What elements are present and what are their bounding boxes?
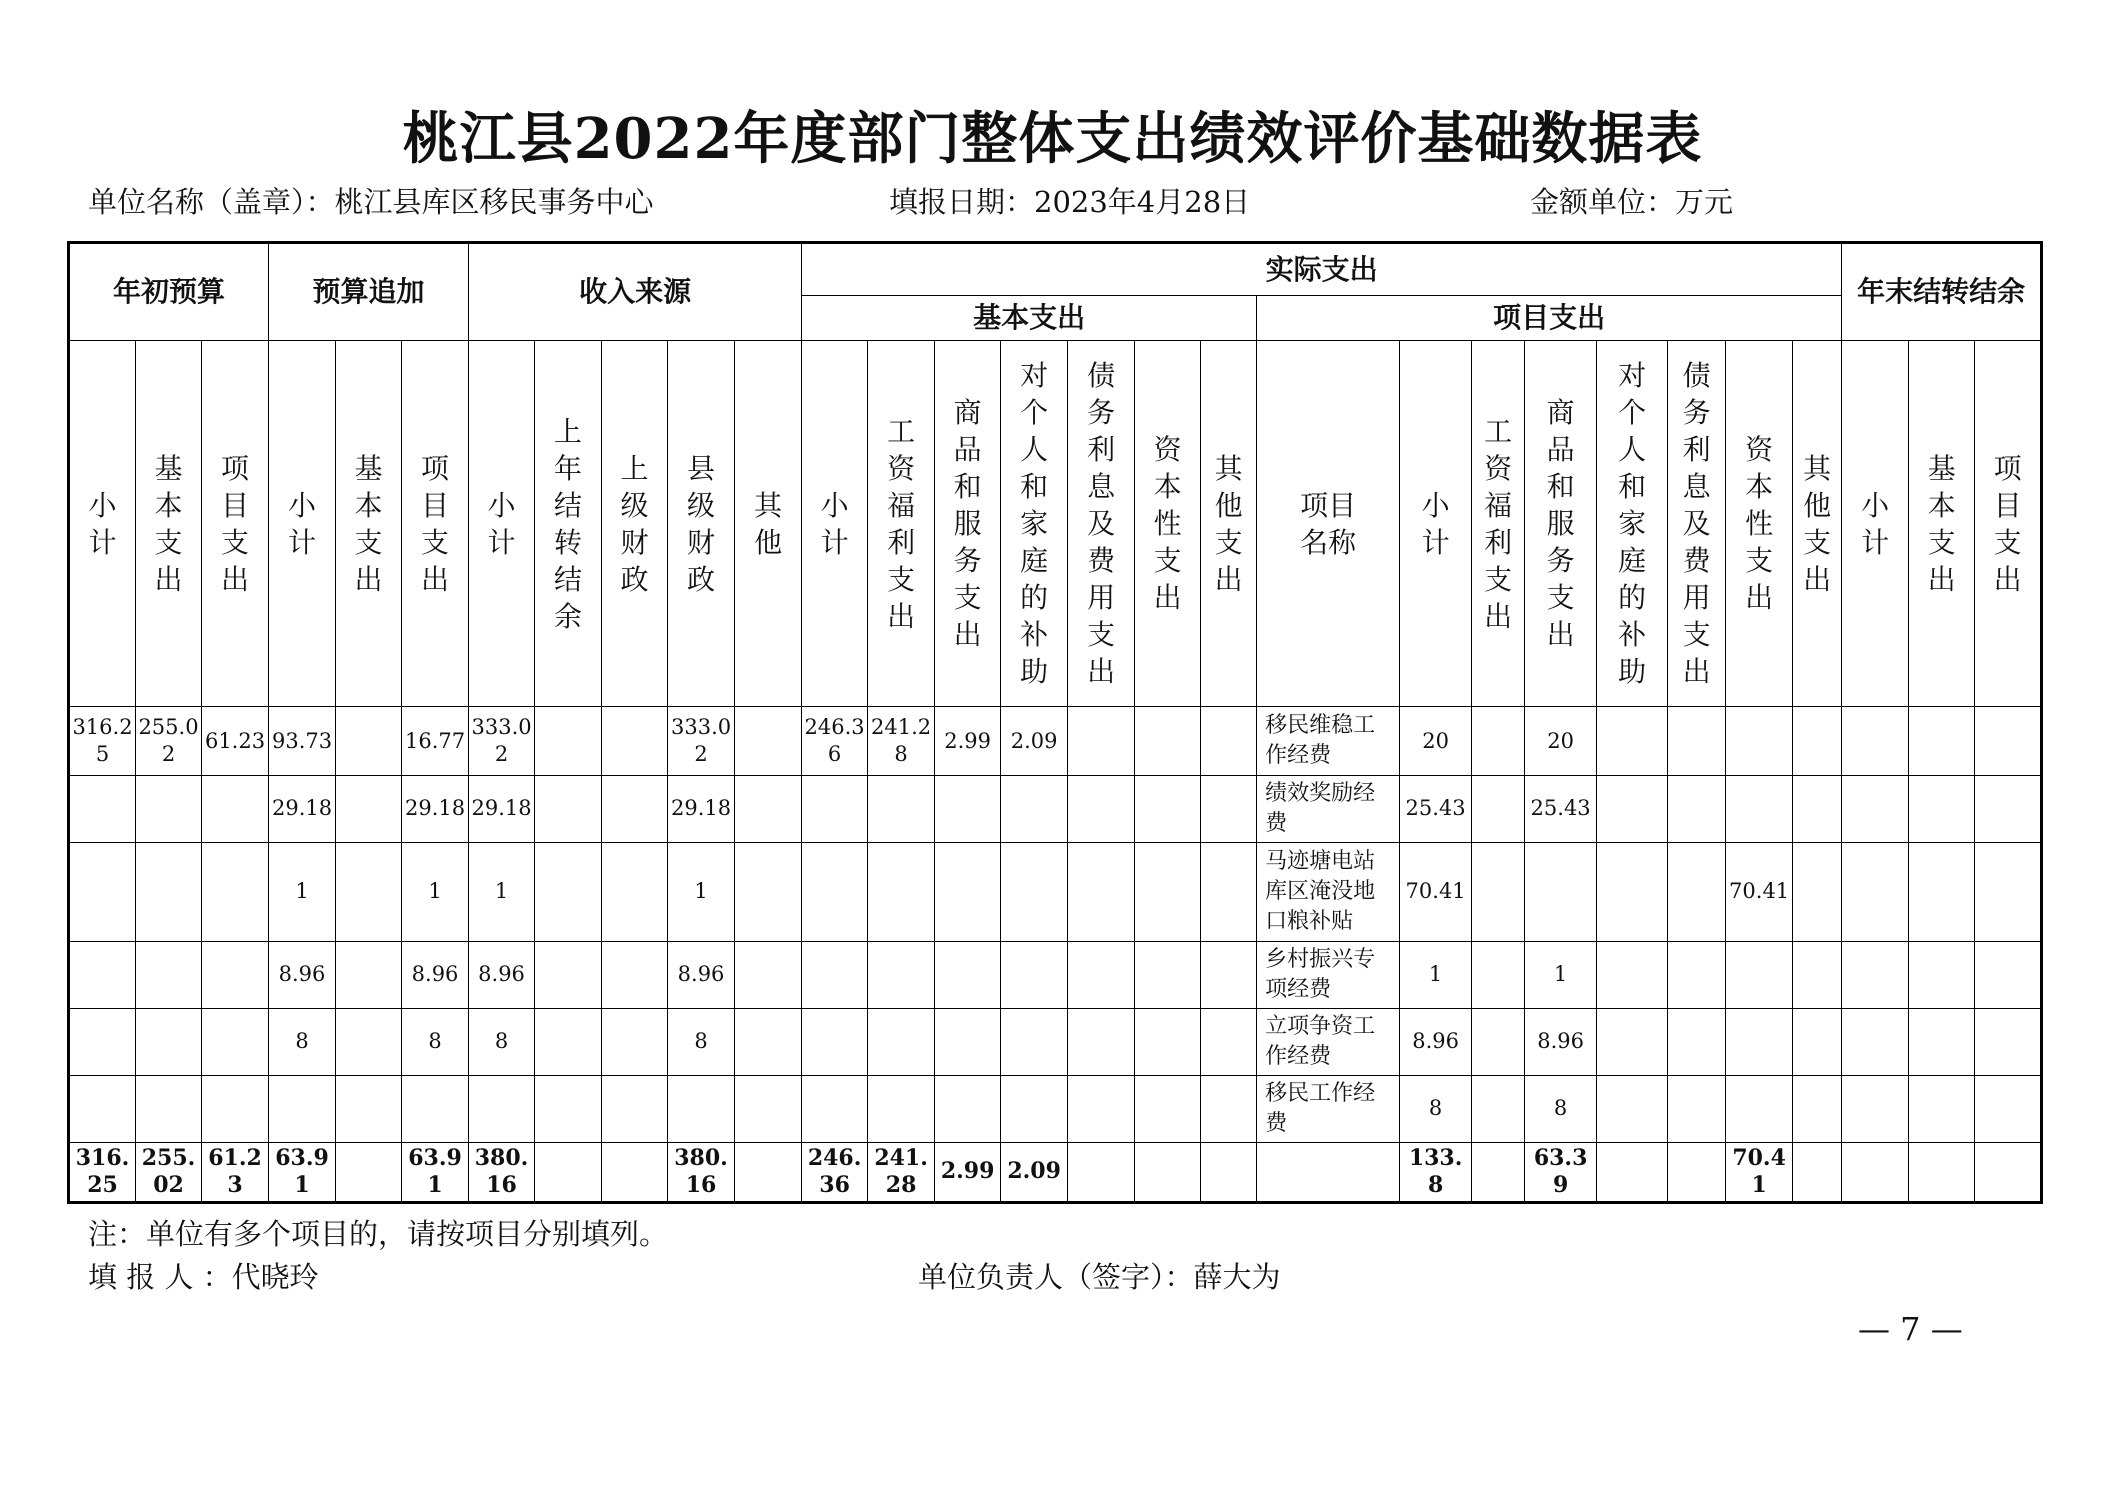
total-cell	[1975, 1142, 2042, 1202]
table-cell	[735, 1075, 802, 1142]
table-cell	[1909, 941, 1975, 1008]
table-cell	[1068, 707, 1135, 775]
total-cell: 133.8	[1400, 1142, 1472, 1202]
col-basic-wages: 工资福利支出	[868, 341, 935, 707]
col-prev-balance: 上年结转结余	[535, 341, 602, 707]
table-cell	[1668, 941, 1726, 1008]
table-cell	[136, 842, 202, 941]
table-cell	[935, 1075, 1001, 1142]
table-cell	[1793, 941, 1842, 1008]
table-cell: 20	[1525, 707, 1597, 775]
total-cell	[1668, 1142, 1726, 1202]
table-cell	[1726, 1075, 1793, 1142]
table-cell	[136, 1075, 202, 1142]
table-cell	[535, 842, 602, 941]
table-cell: 70.41	[1726, 842, 1793, 941]
total-cell: 63.39	[1525, 1142, 1597, 1202]
table-cell	[69, 1075, 136, 1142]
col-basic-subsidy: 对个人和家庭的补助	[1001, 341, 1068, 707]
header-year-end-balance: 年末结转结余	[1842, 243, 2042, 341]
header-income-source: 收入来源	[469, 243, 802, 341]
project-name-cell: 移民工作经费	[1257, 1075, 1400, 1142]
total-cell	[602, 1142, 668, 1202]
table-cell	[202, 775, 269, 842]
table-cell	[269, 1075, 336, 1142]
col-added-basic: 基本支出	[336, 341, 402, 707]
table-cell	[602, 1075, 668, 1142]
total-cell	[535, 1142, 602, 1202]
table-cell	[535, 1008, 602, 1075]
table-cell	[1842, 1075, 1909, 1142]
table-cell	[402, 1075, 469, 1142]
table-cell	[1842, 941, 1909, 1008]
col-added-project: 项目支出	[402, 341, 469, 707]
table-cell	[1201, 707, 1257, 775]
table-cell: 8.96	[469, 941, 535, 1008]
total-cell: 246.36	[802, 1142, 868, 1202]
data-table	[67, 241, 2043, 1204]
table-cell	[1668, 842, 1726, 941]
col-project-subsidy: 对个人和家庭的补助	[1597, 341, 1668, 707]
table-cell: 8	[668, 1008, 735, 1075]
total-cell	[1472, 1142, 1525, 1202]
col-county-finance: 县级财政	[668, 341, 735, 707]
table-cell: 1	[269, 842, 336, 941]
table-cell	[1472, 775, 1525, 842]
table-cell: 2.99	[935, 707, 1001, 775]
table-cell	[1909, 775, 1975, 842]
table-cell	[802, 775, 868, 842]
table-cell	[1975, 1008, 2042, 1075]
table-cell	[1726, 1008, 1793, 1075]
table-cell: 1	[402, 842, 469, 941]
table-cell	[602, 842, 668, 941]
table-cell: 93.73	[269, 707, 336, 775]
table-cell	[1135, 1075, 1201, 1142]
table-cell	[1842, 1008, 1909, 1075]
table-cell: 8.96	[269, 941, 336, 1008]
page-number: — 7 —	[1858, 1310, 1963, 1348]
project-name-cell: 马迹塘电站库区淹没地口粮补贴	[1257, 842, 1400, 941]
table-cell	[202, 1075, 269, 1142]
table-cell	[1525, 842, 1597, 941]
table-cell	[1909, 842, 1975, 941]
col-project-debt: 债务利息及费用支出	[1668, 341, 1726, 707]
table-cell	[1001, 842, 1068, 941]
total-cell	[1068, 1142, 1135, 1202]
table-cell	[1201, 1075, 1257, 1142]
total-cell	[1201, 1142, 1257, 1202]
table-cell	[1726, 941, 1793, 1008]
table-cell	[69, 1008, 136, 1075]
table-cell	[336, 1075, 402, 1142]
table-cell	[735, 842, 802, 941]
table-cell	[868, 1075, 935, 1142]
table-cell	[1135, 842, 1201, 941]
table-cell	[1842, 775, 1909, 842]
table-cell	[1135, 707, 1201, 775]
total-cell: 70.41	[1726, 1142, 1793, 1202]
table-cell	[1842, 842, 1909, 941]
table-cell: 1	[469, 842, 535, 941]
header-actual-expenditure: 实际支出	[802, 243, 1842, 296]
col-balance-project: 项目支出	[1975, 341, 2042, 707]
table-cell	[1135, 1008, 1201, 1075]
table-cell	[1975, 707, 2042, 775]
table-cell: 29.18	[668, 775, 735, 842]
table-cell	[1597, 941, 1668, 1008]
table-cell	[1068, 941, 1135, 1008]
table-cell	[602, 775, 668, 842]
table-cell: 8	[1525, 1075, 1597, 1142]
table-cell	[336, 775, 402, 842]
table-cell	[935, 775, 1001, 842]
total-cell	[1909, 1142, 1975, 1202]
table-row	[69, 842, 2042, 941]
table-cell: 241.28	[868, 707, 935, 775]
table-cell	[535, 1075, 602, 1142]
table-cell	[1068, 775, 1135, 842]
document-title: 桃江县2022年度部门整体支出绩效评价基础数据表	[402, 106, 1703, 172]
table-cell: 8.96	[1525, 1008, 1597, 1075]
total-cell	[1597, 1142, 1668, 1202]
col-basic-other: 其他支出	[1201, 341, 1257, 707]
table-cell	[336, 941, 402, 1008]
amount-unit-label: 金额单位：万元	[1530, 185, 1734, 219]
table-cell	[1001, 941, 1068, 1008]
table-cell: 8	[269, 1008, 336, 1075]
fill-date-label: 填报日期：2023年4月28日	[889, 185, 1251, 219]
table-cell	[802, 941, 868, 1008]
table-cell	[602, 1008, 668, 1075]
table-cell: 20	[1400, 707, 1472, 775]
total-cell	[1793, 1142, 1842, 1202]
table-cell	[336, 1008, 402, 1075]
table-cell	[1472, 707, 1525, 775]
total-cell: 63.91	[402, 1142, 469, 1202]
table-cell	[1597, 842, 1668, 941]
total-cell	[1257, 1142, 1400, 1202]
table-cell	[1068, 1075, 1135, 1142]
col-project-other: 其他支出	[1793, 341, 1842, 707]
table-cell	[802, 842, 868, 941]
project-name-cell: 乡村振兴专项经费	[1257, 941, 1400, 1008]
table-cell	[935, 1008, 1001, 1075]
table-cell: 16.77	[402, 707, 469, 775]
table-cell	[469, 1075, 535, 1142]
table-cell: 61.23	[202, 707, 269, 775]
table-row	[69, 707, 2042, 775]
col-initial-subtotal: 小计	[69, 341, 136, 707]
table-cell	[1001, 1075, 1068, 1142]
col-income-subtotal: 小计	[469, 341, 535, 707]
col-basic-goods: 商品和服务支出	[935, 341, 1001, 707]
col-project-goods: 商品和服务支出	[1525, 341, 1597, 707]
col-balance-basic: 基本支出	[1909, 341, 1975, 707]
table-cell	[668, 1075, 735, 1142]
table-cell	[1001, 1008, 1068, 1075]
table-cell	[1068, 1008, 1135, 1075]
header-budget-initial: 年初预算	[69, 243, 269, 341]
table-cell	[69, 941, 136, 1008]
project-name-cell: 立项争资工作经费	[1257, 1008, 1400, 1075]
project-name-cell: 移民维稳工作经费	[1257, 707, 1400, 775]
table-cell	[1201, 842, 1257, 941]
header-basic-expenditure: 基本支出	[802, 296, 1257, 341]
table-cell	[136, 1008, 202, 1075]
table-cell: 8	[469, 1008, 535, 1075]
table-cell: 8	[402, 1008, 469, 1075]
table-cell	[1668, 1075, 1726, 1142]
table-cell	[1135, 941, 1201, 1008]
table-cell	[1793, 1008, 1842, 1075]
table-cell	[868, 1008, 935, 1075]
table-cell	[935, 941, 1001, 1008]
table-row	[69, 941, 2042, 1008]
table-cell	[1793, 842, 1842, 941]
table-cell: 8.96	[1400, 1008, 1472, 1075]
total-cell: 255.02	[136, 1142, 202, 1202]
table-row	[69, 1075, 2042, 1142]
col-project-wages: 工资福利支出	[1472, 341, 1525, 707]
table-cell	[336, 707, 402, 775]
table-cell	[535, 941, 602, 1008]
table-cell	[868, 842, 935, 941]
filler-label: 填 报 人 ：代晓玲	[88, 1260, 319, 1294]
table-cell: 1	[668, 842, 735, 941]
total-cell: 63.91	[269, 1142, 336, 1202]
col-basic-capital: 资本性支出	[1135, 341, 1201, 707]
table-cell	[202, 842, 269, 941]
table-cell	[735, 1008, 802, 1075]
table-cell	[735, 707, 802, 775]
table-cell	[1668, 707, 1726, 775]
table-cell: 255.02	[136, 707, 202, 775]
totals-row	[69, 1142, 2042, 1202]
table-cell: 25.43	[1525, 775, 1597, 842]
table-cell	[1668, 775, 1726, 842]
table-cell	[735, 941, 802, 1008]
table-cell	[1726, 707, 1793, 775]
total-cell: 380.16	[668, 1142, 735, 1202]
total-cell	[735, 1142, 802, 1202]
table-cell	[1975, 775, 2042, 842]
total-cell: 2.99	[935, 1142, 1001, 1202]
table-cell	[1201, 775, 1257, 842]
table-cell	[1597, 707, 1668, 775]
total-cell: 316.25	[69, 1142, 136, 1202]
table-cell	[1597, 1075, 1668, 1142]
table-cell	[336, 842, 402, 941]
col-added-subtotal: 小计	[269, 341, 336, 707]
col-project-subtotal: 小计	[1400, 341, 1472, 707]
table-cell: 29.18	[469, 775, 535, 842]
table-cell	[868, 775, 935, 842]
table-cell: 1	[1400, 941, 1472, 1008]
table-cell: 29.18	[402, 775, 469, 842]
total-cell: 61.23	[202, 1142, 269, 1202]
col-initial-project: 项目支出	[202, 341, 269, 707]
table-cell	[1597, 775, 1668, 842]
table-cell: 333.02	[469, 707, 535, 775]
table-cell	[1472, 1008, 1525, 1075]
table-cell	[1793, 707, 1842, 775]
col-basic-subtotal: 小计	[802, 341, 868, 707]
project-name-cell: 绩效奖励经费	[1257, 775, 1400, 842]
table-cell	[1001, 775, 1068, 842]
col-balance-subtotal: 小计	[1842, 341, 1909, 707]
table-row	[69, 1008, 2042, 1075]
table-cell	[535, 775, 602, 842]
table-cell	[1068, 842, 1135, 941]
table-cell: 25.43	[1400, 775, 1472, 842]
col-initial-basic: 基本支出	[136, 341, 202, 707]
table-cell	[136, 941, 202, 1008]
table-cell: 8	[1400, 1075, 1472, 1142]
table-cell	[1909, 1008, 1975, 1075]
table-cell	[1793, 1075, 1842, 1142]
table-cell	[935, 842, 1001, 941]
table-cell	[535, 707, 602, 775]
col-basic-debt: 债务利息及费用支出	[1068, 341, 1135, 707]
total-cell: 380.16	[469, 1142, 535, 1202]
table-cell	[202, 1008, 269, 1075]
table-cell: 246.36	[802, 707, 868, 775]
table-cell	[1201, 1008, 1257, 1075]
table-cell: 29.18	[269, 775, 336, 842]
table-cell	[1975, 941, 2042, 1008]
table-cell	[1135, 775, 1201, 842]
table-cell: 1	[1525, 941, 1597, 1008]
table-cell	[1472, 1075, 1525, 1142]
table-cell	[1975, 842, 2042, 941]
table-cell	[802, 1008, 868, 1075]
table-cell: 316.25	[69, 707, 136, 775]
table-cell	[1975, 1075, 2042, 1142]
table-cell	[802, 1075, 868, 1142]
col-project-capital: 资本性支出	[1726, 341, 1793, 707]
table-cell	[868, 941, 935, 1008]
unit-name-label: 单位名称（盖章）：桃江县库区移民事务中心	[88, 185, 654, 219]
table-cell	[1909, 1075, 1975, 1142]
header-project-expenditure: 项目支出	[1257, 296, 1842, 341]
table-cell: 2.09	[1001, 707, 1068, 775]
col-upper-finance: 上级财政	[602, 341, 668, 707]
footnote: 注：单位有多个项目的，请按项目分别填列。	[88, 1217, 669, 1251]
table-row	[69, 775, 2042, 842]
table-cell	[136, 775, 202, 842]
table-cell	[1201, 941, 1257, 1008]
total-cell: 2.09	[1001, 1142, 1068, 1202]
total-cell: 241.28	[868, 1142, 935, 1202]
total-cell	[1135, 1142, 1201, 1202]
table-cell: 8.96	[402, 941, 469, 1008]
table-cell	[1668, 1008, 1726, 1075]
table-cell	[1842, 707, 1909, 775]
table-cell	[202, 941, 269, 1008]
table-cell	[69, 775, 136, 842]
table-cell	[1909, 707, 1975, 775]
table-cell	[69, 842, 136, 941]
table-cell	[602, 707, 668, 775]
col-income-other: 其他	[735, 341, 802, 707]
table-cell	[1597, 1008, 1668, 1075]
table-cell	[1793, 775, 1842, 842]
table-cell	[1472, 941, 1525, 1008]
table-cell: 70.41	[1400, 842, 1472, 941]
table-cell	[1726, 775, 1793, 842]
table-cell: 8.96	[668, 941, 735, 1008]
responsible-label: 单位负责人（签字）：薛大为	[918, 1260, 1281, 1294]
total-cell	[1842, 1142, 1909, 1202]
header-budget-added: 预算追加	[269, 243, 469, 341]
col-project-name: 项目名称	[1257, 341, 1400, 707]
table-cell	[735, 775, 802, 842]
table-cell	[1472, 842, 1525, 941]
table-cell	[602, 941, 668, 1008]
total-cell	[336, 1142, 402, 1202]
table-cell: 333.02	[668, 707, 735, 775]
